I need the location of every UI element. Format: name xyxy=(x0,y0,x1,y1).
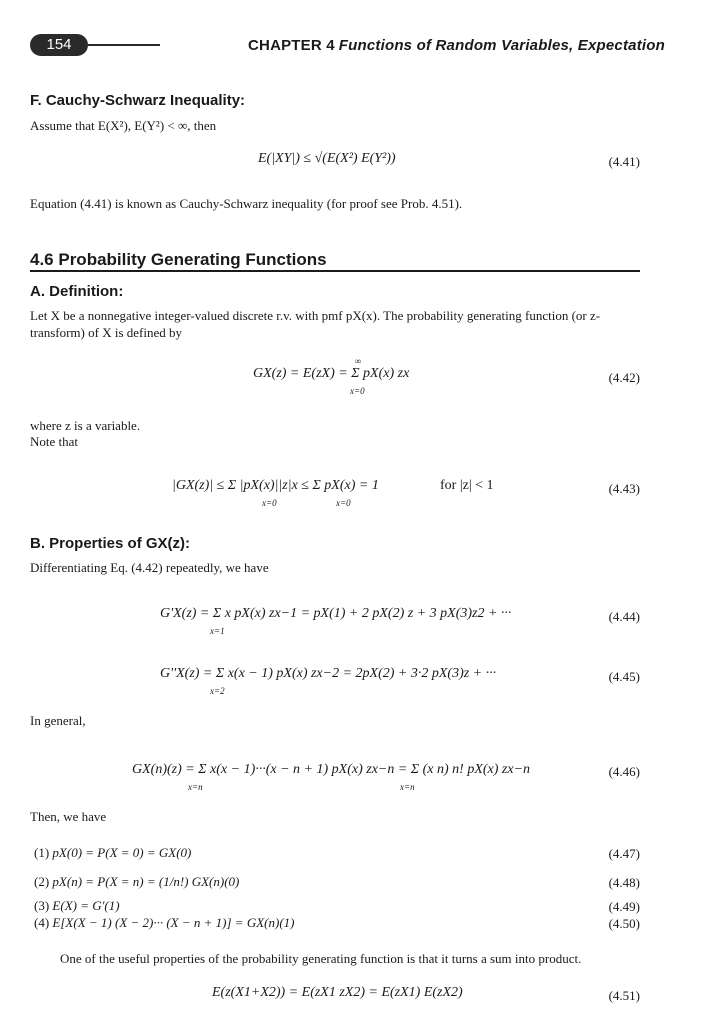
eq-number-4-47: (4.47) xyxy=(608,846,640,861)
list-item-label: (4) xyxy=(34,915,50,930)
running-header xyxy=(248,37,665,55)
list-item-label: (1) xyxy=(34,845,50,860)
chapter-title: Functions of Random Variables, Expectation xyxy=(338,37,665,54)
in-general-text: In general, xyxy=(30,713,86,728)
differentiating-text: Differentiating Eq. (4.42) repeatedly, we have xyxy=(30,560,269,575)
header-rule xyxy=(88,44,160,46)
eq-number-4-42: (4.42) xyxy=(608,370,640,385)
sum-lower-limit: x=1 xyxy=(210,626,225,636)
sum-upper-limit: ∞ xyxy=(355,356,362,366)
sum-lower-limit: x=n xyxy=(400,782,415,792)
subsection-a-heading: A. Definition: xyxy=(30,283,124,300)
list-item-expr: pX(0) = P(X = 0) = GX(0) xyxy=(52,845,192,860)
list-item-expr: E[X(X − 1) (X − 2)··· (X − n + 1)] = GX(n)(1) xyxy=(52,915,295,930)
section-f-heading: F. Cauchy-Schwarz Inequality: xyxy=(30,92,246,109)
eq-number-4-50: (4.50) xyxy=(608,916,640,931)
equation-4-44: G'X(z) = Σ x pX(x) zx−1 = pX(1) + 2 pX(2) z + 3 pX(3)z2 + ··· xyxy=(160,606,512,621)
sum-lower-limit: x=0 xyxy=(262,498,277,508)
sum-lower-limit: x=n xyxy=(188,782,203,792)
chapter-label: CHAPTER 4 xyxy=(248,37,335,54)
list-item-expr: E(X) = G'(1) xyxy=(52,898,120,913)
equation-4-51: E(z(X1+X2)) = E(zX1 zX2) = E(zX1) E(zX2) xyxy=(212,985,463,1000)
list-item-label: (3) xyxy=(34,898,50,913)
eq-number-4-49: (4.49) xyxy=(608,899,640,914)
sum-lower-limit: x=0 xyxy=(336,498,351,508)
eq-number-4-51: (4.51) xyxy=(608,988,640,1003)
eq-number-4-43: (4.43) xyxy=(608,481,640,496)
note-text: Note that xyxy=(30,434,79,449)
then-text: Then, we have xyxy=(30,809,107,824)
list-item-label: (2) xyxy=(34,874,50,889)
eq-number-4-45: (4.45) xyxy=(608,669,640,684)
list-item xyxy=(34,874,239,890)
equation-4-41: E(|XY|) ≤ √(E(X²) E(Y²)) xyxy=(258,151,396,166)
sum-lower-limit: x=2 xyxy=(210,686,225,696)
list-item xyxy=(34,898,120,914)
sum-lower-limit: x=0 xyxy=(350,386,365,396)
eq-number-4-46: (4.46) xyxy=(608,764,640,779)
section-heading: 4.6 Probability Generating Functions xyxy=(30,250,327,269)
equation-4-42: GX(z) = E(zX) = Σ pX(x) zx xyxy=(253,366,410,381)
equation-4-46: GX(n)(z) = Σ x(x − 1)···(x − n + 1) pX(x) zx−n = Σ (x n) n! pX(x) zx−n xyxy=(132,762,531,777)
list-item xyxy=(34,845,191,861)
section-rule xyxy=(30,270,640,272)
section-f-note: Equation (4.41) is known as Cauchy-Schwarz inequality (for proof see Prob. 4.51). xyxy=(30,196,463,211)
definition-text: Let X be a nonnegative integer-valued discrete r.v. with pmf pX(x). The probability generating function (or z-transform) of X is defined by xyxy=(30,308,601,340)
equation-4-45: G''X(z) = Σ x(x − 1) pX(x) zx−2 = 2pX(2) + 3·2 pX(3)z + ··· xyxy=(160,666,497,681)
page-number: 154 xyxy=(30,34,88,56)
list-item-expr: pX(n) = P(X = n) = (1/n!) GX(n)(0) xyxy=(52,874,240,889)
section-f-intro: Assume that E(X²), E(Y²) < ∞, then xyxy=(30,118,217,133)
equation-4-43: |GX(z)| ≤ Σ |pX(x)||z|x ≤ Σ pX(x) = 1 xyxy=(172,478,379,493)
eq-number-4-44: (4.44) xyxy=(608,609,640,624)
where-text: where z is a variable. xyxy=(30,418,141,433)
useful-property-text: One of the useful properties of the probability generating function is that it turns a sum into product. xyxy=(60,951,582,966)
list-item xyxy=(34,915,294,931)
subsection-b-heading: B. Properties of GX(z): xyxy=(30,535,191,552)
eq-number-4-41: (4.41) xyxy=(608,154,640,169)
eq-number-4-48: (4.48) xyxy=(608,875,640,890)
eq-4-43-condition: for |z| < 1 xyxy=(440,478,494,493)
